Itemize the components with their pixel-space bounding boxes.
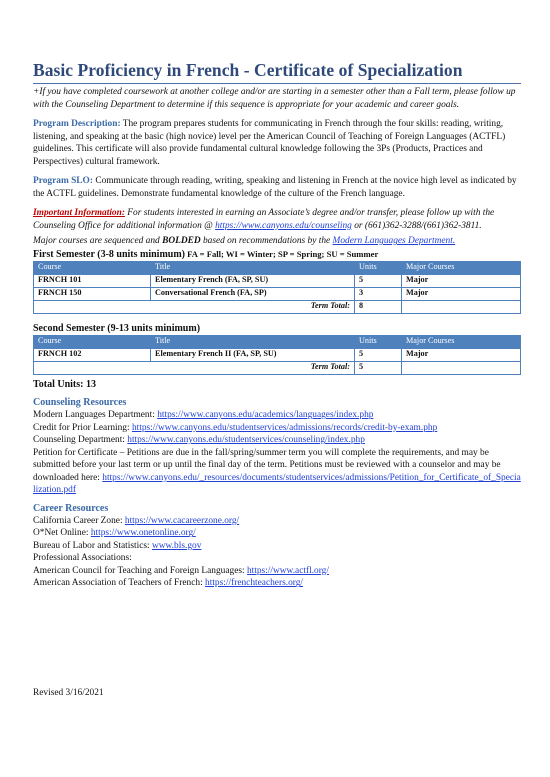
term-total-value: 8 xyxy=(355,300,402,313)
resource-line xyxy=(33,434,521,447)
table-row xyxy=(34,274,521,287)
course-title: Elementary French (FA, SP, SU) xyxy=(151,274,355,287)
major-note-pre: Major courses are sequenced and xyxy=(33,236,163,247)
program-slo-label: Program SLO: xyxy=(33,176,93,187)
resource-link[interactable]: https://www.actfl.org/ xyxy=(246,565,329,576)
major-note xyxy=(33,235,521,248)
total-units: Total Units: 13 xyxy=(33,378,96,390)
col-title-header: Title xyxy=(151,335,355,348)
important-information xyxy=(33,207,521,232)
course-units: 5 xyxy=(355,274,402,287)
term-total-value: 5 xyxy=(355,361,402,374)
professional-associations-label: Professional Associations: xyxy=(33,553,132,564)
major-note-bold: BOLDED xyxy=(162,236,201,247)
term-total-label: Term Total: xyxy=(34,300,355,313)
program-slo xyxy=(33,175,521,200)
resource-link[interactable]: https://www.cacareerzone.org/ xyxy=(124,515,240,526)
table-header-row xyxy=(34,261,521,274)
col-course-header: Course xyxy=(34,335,151,348)
petition-text xyxy=(33,447,521,497)
resource-link[interactable]: https://www.canyons.edu/studentservices/admissions/records/credit-by-exam.php xyxy=(131,422,438,433)
course-code: FRNCH 150 xyxy=(34,287,151,300)
course-units: 3 xyxy=(355,287,402,300)
col-units-header: Units xyxy=(355,335,402,348)
document-page xyxy=(33,60,521,590)
table-row xyxy=(34,348,521,361)
resource-link[interactable]: https://frenchteachers.org/ xyxy=(205,578,304,589)
modern-languages-link[interactable]: Modern Languages Department. xyxy=(332,236,456,247)
term-total-row xyxy=(34,300,521,313)
resource-link[interactable]: https://www.canyons.edu/academics/languages/index.php xyxy=(157,410,374,421)
resource-label: American Council for Teaching and Foreign Languages: xyxy=(33,565,247,576)
resource-label: American Association of Teachers of French: xyxy=(33,578,206,589)
col-course-header: Course xyxy=(34,261,151,274)
program-description-text: The program prepares students for communicating in French through the four skills: reading, writing, listening, and speaking at the basic (high novice) level per the American Council of Teaching of Foreign Languages (ACTFL) guidelines. This certificate will also provide fundamental cultural knowledge following the 3Ps (Products, Practices and Perspectives) cultural framework. xyxy=(33,119,506,167)
resource-label: O*Net Online: xyxy=(33,528,91,539)
resource-line xyxy=(33,540,521,553)
resource-link[interactable]: www.bls.gov xyxy=(151,540,202,551)
petition-link[interactable]: https://www.canyons.edu/_resources/documents/studentservices/admissions/Petition_for_Certificate_of_Specialization.pdf xyxy=(33,472,521,496)
intro-note: +If you have completed coursework at another college and/or are starting in a semester other than a Fall term, please follow up with the Counseling Department to determine if this sequence is appropriate for your academic and career goals. xyxy=(33,87,516,110)
term-total-row xyxy=(34,361,521,374)
resource-line xyxy=(33,527,521,540)
term-key: FA = Fall; WI = Winter; SP = Spring; SU = Summer xyxy=(185,248,379,259)
revised-date: Revised 3/16/2021 xyxy=(33,688,104,698)
counseling-heading: Counseling Resources xyxy=(33,396,127,408)
resource-label: Counseling Department: xyxy=(33,435,128,446)
resource-line xyxy=(33,422,521,435)
resource-link[interactable]: https://www.onetonline.org/ xyxy=(90,528,196,539)
col-title-header: Title xyxy=(151,261,355,274)
resource-label: Modern Languages Department: xyxy=(33,410,158,421)
career-heading: Career Resources xyxy=(33,502,109,514)
semester-heading xyxy=(33,322,521,335)
table-row xyxy=(34,287,521,300)
important-text: For students interested in earning an Associate’s degree and/or transfer, please follow up with the Counseling Office for additional information @ xyxy=(33,208,495,231)
course-title: Conversational French (FA, SP) xyxy=(151,287,355,300)
course-units: 5 xyxy=(355,348,402,361)
col-major-header: Major Courses xyxy=(402,335,521,348)
course-major: Major xyxy=(402,287,521,300)
major-note-mid: based on recommendations by the xyxy=(200,236,333,247)
resource-line xyxy=(33,515,521,528)
title-rule xyxy=(33,83,521,84)
table-header-row xyxy=(34,335,521,348)
col-major-header: Major Courses xyxy=(402,261,521,274)
course-major: Major xyxy=(402,348,521,361)
counseling-link[interactable]: https://www.canyons.edu/counseling xyxy=(215,220,352,231)
resource-label: California Career Zone: xyxy=(33,515,125,526)
semester-table xyxy=(33,335,521,375)
resource-line xyxy=(33,565,521,578)
course-code: FRNCH 102 xyxy=(34,348,151,361)
semester-heading xyxy=(33,248,521,261)
program-description-label: Program Description: xyxy=(33,119,121,130)
term-total-label: Term Total: xyxy=(34,361,355,374)
semester-table xyxy=(33,261,521,314)
resource-label: Bureau of Labor and Statistics: xyxy=(33,540,152,551)
important-after: or (661)362-3288/(661)362-3811. xyxy=(351,220,482,231)
important-label: Important Information: xyxy=(33,208,125,219)
resource-line xyxy=(33,409,521,422)
course-title: Elementary French II (FA, SP, SU) xyxy=(151,348,355,361)
petition-description: Petition for Certificate – Petitions are due in the fall/spring/summer term you will complete the requirements, and may be submitted before your last term or up until the final day of the term. Petitions must be reviewed with a counselor and may be downloaded here: xyxy=(33,447,501,483)
page-title: Basic Proficiency in French - Certificate of Specialization xyxy=(33,60,463,80)
program-slo-text: Communicate through reading, writing, speaking and listening in French at the novice high level as indicated by the ACTFL guidelines. Demonstrate fundamental knowledge of the culture of the French language. xyxy=(33,176,517,199)
semester-title: Second Semester (9-13 units minimum) xyxy=(33,322,201,334)
program-description xyxy=(33,118,521,168)
col-units-header: Units xyxy=(355,261,402,274)
resource-label: Credit for Prior Learning: xyxy=(33,422,132,433)
course-code: FRNCH 101 xyxy=(34,274,151,287)
resource-line xyxy=(33,577,521,590)
resource-link[interactable]: https://www.canyons.edu/studentservices/counseling/index.php xyxy=(127,435,365,446)
semester-title: First Semester (3-8 units minimum) xyxy=(33,248,186,260)
course-major: Major xyxy=(402,274,521,287)
